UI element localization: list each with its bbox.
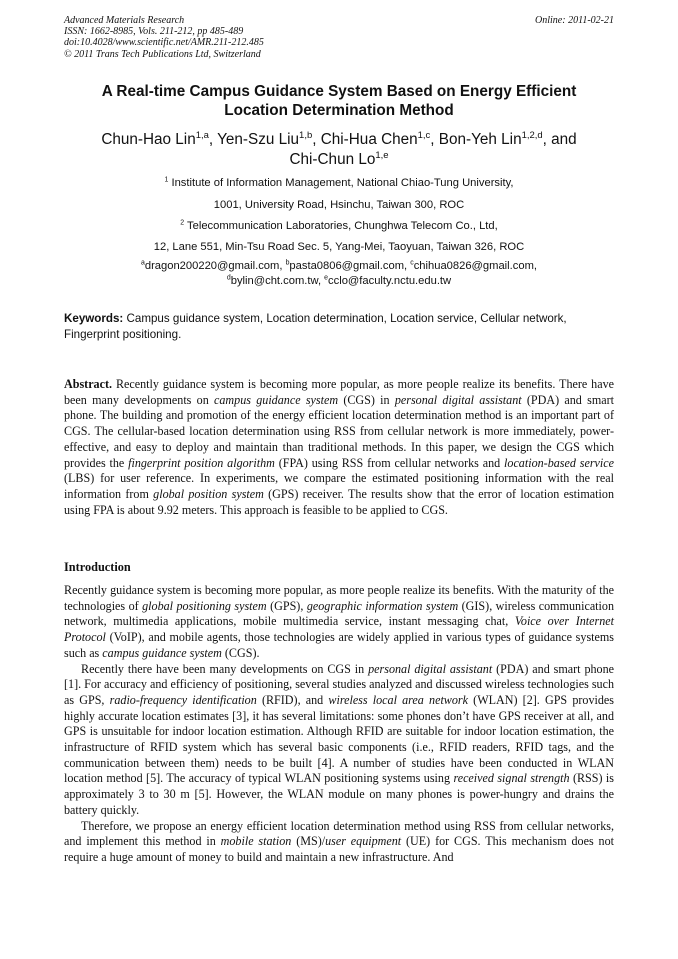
author-separator: , and [542,131,577,148]
emph: mobile station [220,834,292,849]
keywords-label: Keywords: [64,312,124,325]
text: (GPS), [266,598,307,613]
email-sup: b [285,259,290,267]
abstract-paragraph [64,377,614,518]
doi-line[interactable]: doi:10.4028/www.scientific.net/AMR.211-212.485 [64,37,264,49]
emph: geographic information system [306,598,459,613]
journal-name: Advanced Materials Research [64,15,185,26]
emph: personal digital assistant [394,392,522,407]
title-line-2: Location Determination Method [224,102,454,119]
emph: global position system [153,486,264,501]
affil-sup: 2 [180,219,185,227]
text: (UE) for CGS. This mechanism does not require a huge amount of money to build and maintain a new infrastructure. And [64,834,614,864]
affil-text: Telecommunication Laboratories, Chunghwa Telecom Co., Ltd, [184,220,498,232]
emph: location-based service [504,455,614,470]
email-address[interactable]: pasta0806@gmail.com, [289,260,411,272]
text: (CGS) in [338,392,395,407]
copyright-line: © 2011 Trans Tech Publications Ltd, Switzerland [64,48,261,60]
text: (CGS). [221,645,260,660]
author-name: Chi-Chun Lo [289,151,376,168]
affiliation-1-line-1 [64,176,614,190]
emph: Voice over Internet Protocol [64,614,614,645]
text: Recently guidance system is becoming more popular, as more people realize its benefits. With the maturity of the technologies of [64,583,614,613]
issn-line: ISSN: 1662-8985, Vols. 211-212, pp 485-489 [64,26,244,38]
text: Therefore, we propose an energy efficient location determination method using RSS from cellular networks, and implement this method in [64,818,614,849]
text: (GIS), wireless communication network, multimedia applications, mobile multimedia service, instant messaging chat, [64,598,614,629]
author-separator: , [208,131,218,148]
introduction-body [64,583,614,866]
affiliation-2-line-2: 12, Lane 551, Min-Tsu Road Sec. 5, Yang-Mei, Taoyuan, Taiwan 326, ROC [153,241,525,253]
text: (RFID), and [256,692,329,707]
emph: received signal strength [453,771,570,786]
text: (MS)/ [291,834,326,849]
author-list [64,130,614,170]
author-affil-sup: 1,b [299,129,313,141]
text: (PDA) and smart phone. The building and promotion of the energy efficient location determination method is an important part of CGS. The cellular-based location determination using RSS from cellular network is more immediately, power-effective, and easy to deploy and maintain than traditional methods. In this paper, we design the CGS which provides the [64,392,614,470]
emph: campus guidance system [102,645,222,660]
intro-paragraph-2 [64,662,614,819]
email-address[interactable]: bylin@cht.com.tw, [230,275,325,287]
author-name: Chun-Hao Lin [101,131,196,148]
keywords-text: Campus guidance system, Location determination, Location service, Cellular network, Fingerprint positioning. [64,312,567,341]
emph: user equipment [325,834,402,849]
text: Recently guidance system is becoming more popular, as more people realize its benefits. There have been many developments on [64,377,614,407]
email-sup: d [226,274,231,282]
author-name: Chi-Hua Chen [320,131,418,148]
author-separator: , [430,131,439,148]
emph: campus guidance system [214,392,339,407]
abstract-label: Abstract. [64,377,113,391]
text: (RSS) is approximately 3 to 30 m [5]. However, the WLAN module on many phones is power-hungry and drains the battery quickly. [64,771,614,817]
text: (VoIP), and mobile agents, those technologies are widely applied in various types of guidance systems such as [64,630,614,660]
emph: global positioning system [142,598,267,613]
text: (FPA) using RSS from cellular networks and [274,455,505,470]
author-affil-sup: 1,e [375,149,389,161]
text: (GPS) receiver. The results show that the error of location estimation using FPA is about 9.92 meters. This approach is feasible to be applied to CGS. [64,486,614,517]
author-name: Yen-Szu Liu [217,131,300,148]
emph: radio-frequency identification [109,692,257,707]
email-address[interactable]: dragon200220@gmail.com, [144,260,286,272]
affil-sup: 1 [164,176,169,184]
author-affil-sup: 1,c [417,129,431,141]
author-separator: , [312,131,321,148]
title-line-1: A Real-time Campus Guidance System Based on Energy Efficient [101,83,577,100]
affiliation-1-line-2: 1001, University Road, Hsinchu, Taiwan 300, ROC [213,199,465,211]
text: (WLAN) [2]. GPS provides highly accurate location estimates [3], it has several limitations: some phones don’t have GPS receiver at all, and GPS is unsuitable for indoor location estimation. Although RFID are suitable for indoor location estimation, the infrastructure of RFID system which has several basic components (i.e., RFID readers, RFID tags, and the communication between them) needs to be built [4]. A number of studies have been conducted in WLAN location method [5]. The accuracy of typical WLAN positioning systems using [64,692,614,786]
section-heading-introduction: Introduction [64,560,131,574]
author-name: Bon-Yeh Lin [438,131,522,148]
emph: wireless local area network [328,692,468,707]
paper-title [64,82,614,120]
emph: personal digital assistant [368,661,493,676]
abstract [64,377,614,518]
text: Recently there have been many developments on CGS in [81,661,369,676]
email-address[interactable]: cclo@faculty.nctu.edu.tw [328,275,452,287]
author-affil-sup: 1,2,d [521,129,543,141]
email-list [64,259,614,289]
author-affil-sup: 1,a [195,129,209,141]
online-date: Online: 2011-02-21 [535,15,614,26]
affil-text: Institute of Information Management, National Chiao-Tung University, [168,177,514,189]
keywords [64,311,614,343]
email-sup: e [324,274,329,282]
emph: fingerprint position algorithm [128,455,275,470]
intro-paragraph-3 [64,819,614,866]
email-sup: a [140,259,145,267]
journal-header [64,15,614,60]
email-sup: c [410,259,414,267]
text: (LBS) for user reference. In experiments, we compare the estimated positioning information with the real information from [64,471,614,501]
intro-paragraph-1 [64,583,614,662]
email-address[interactable]: chihua0826@gmail.com, [413,260,538,272]
text: (PDA) and smart phone [1]. For accuracy and efficiency of positioning, several studies analyzed and discussed wireless technologies such as GPS, [64,661,615,707]
affiliation-2-line-1 [64,219,614,233]
